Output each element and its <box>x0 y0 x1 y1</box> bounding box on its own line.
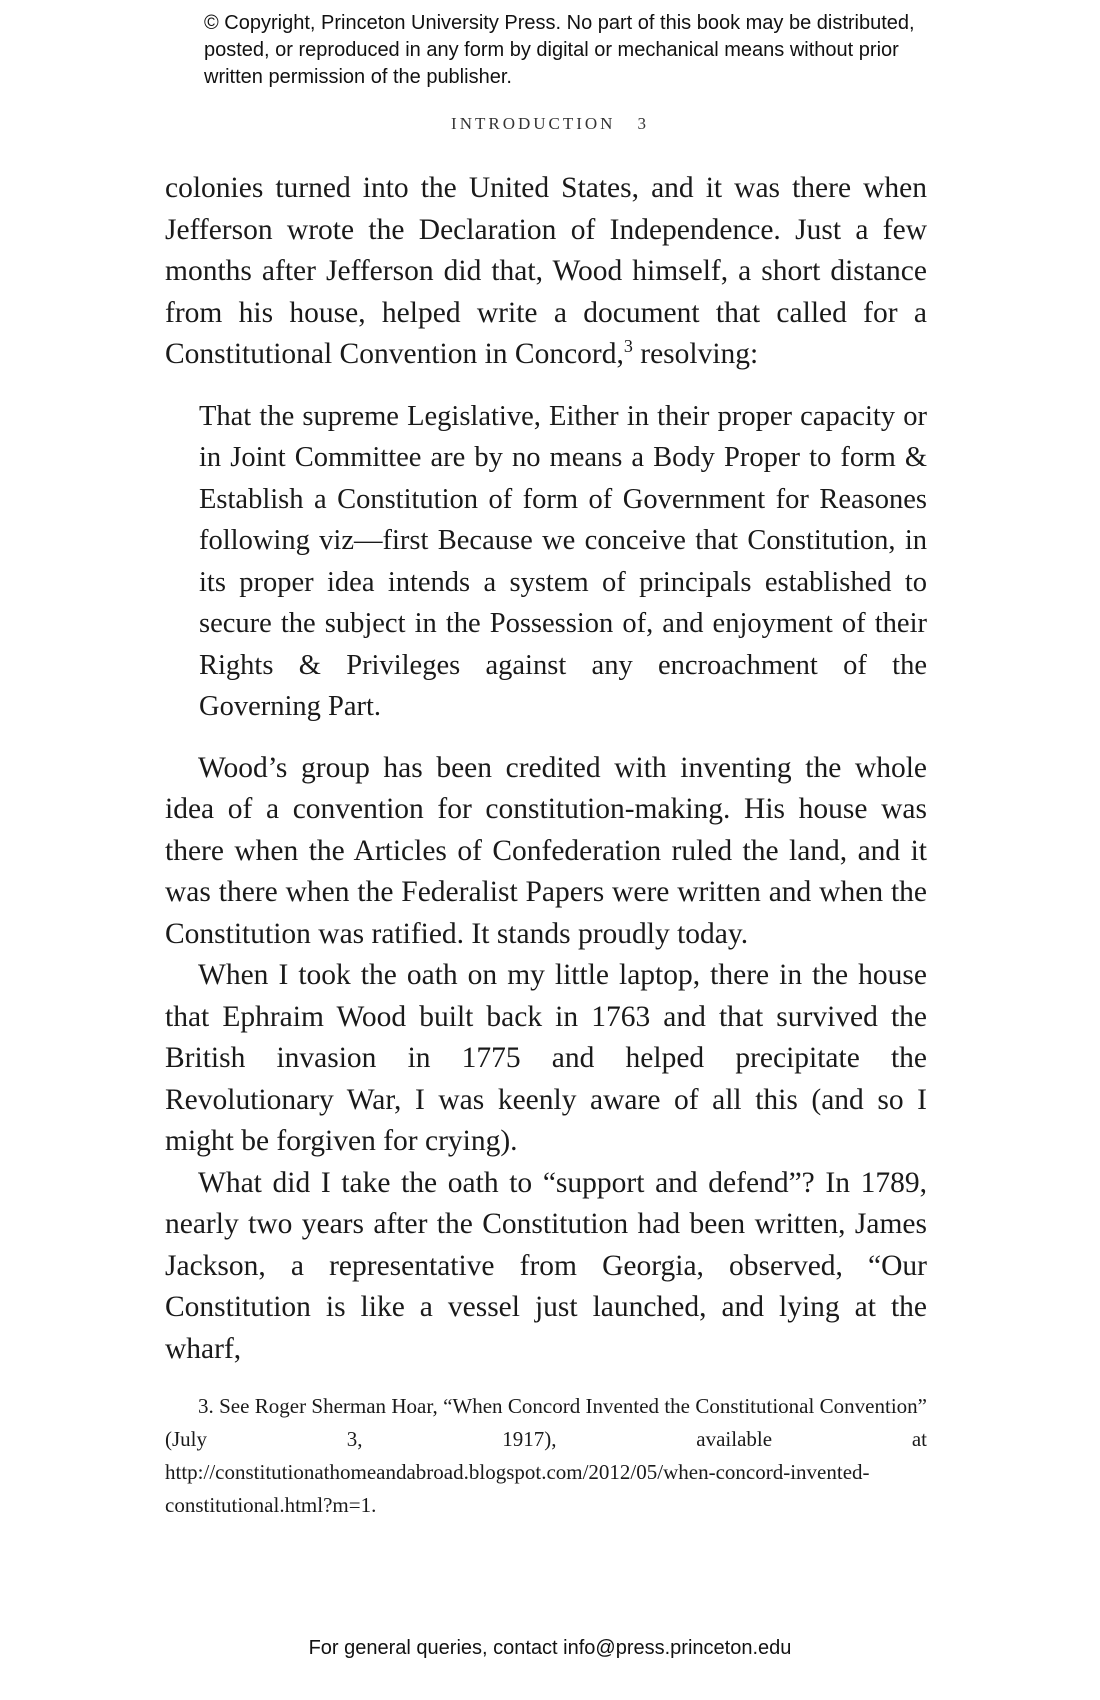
footnote: 3. See Roger Sherman Hoar, “When Concord Invented the Constitutional Convention” (July 3, 1917), available at http://constitutionathomeandabroad.blogspot.com/2012/05/when-concord-invented-constitutional.html?m=1. <box>165 1394 927 1517</box>
paragraph-1-text: colonies turned into the United States, and it was there when Jefferson wrote the Declaration of Independence. Just a few months after Jefferson did that, Wood himself, a short distance from his house, helped write a document that called for a Constitutional Convention in Concord, <box>165 172 927 370</box>
running-head <box>0 114 1100 134</box>
page-number: 3 <box>637 114 649 133</box>
copyright-notice: © Copyright, Princeton University Press. No part of this book may be distributed, posted, or reproduced in any form by digital or mechanical means without prior written permission of the publisher. <box>204 12 915 88</box>
main-text <box>165 168 927 1370</box>
running-head-title: INTRODUCTION <box>451 114 616 133</box>
footer-contact: For general queries, contact info@press.princeton.edu <box>308 1637 792 1659</box>
paragraph-3: When I took the oath on my little laptop, there in the house that Ephraim Wood built back in 1763 and that survived the British invasion in 1775 and helped precipitate the Revolutionary War, I was keenly aware of all this (and so I might be forgiven for crying). <box>165 959 927 1157</box>
footnote-reference[interactable]: 3 <box>623 336 633 357</box>
paragraph-1 <box>165 168 927 376</box>
block-quote: That the supreme Legislative, Either in their proper capacity or in Joint Committee are by no means a Body Proper to form & Establish a Constitution of form of Government for Reasones following viz—first Because we conceive that Constitution, in its proper idea intends a system of principals established to secure the subject in the Possession of, and enjoyment of their Rights & Privileges against any encroachment of the Governing Part. <box>199 400 927 722</box>
paragraph-1-text-end: resolving: <box>632 338 759 370</box>
paragraph-2: Wood’s group has been credited with inventing the whole idea of a convention for constitution-making. His house was there when the Articles of Confederation ruled the land, and it was there when the Federalist Papers were written and when the Constitution was ratified. It stands proudly today. <box>165 751 927 950</box>
paragraph-4: What did I take the oath to “support and defend”? In 1789, nearly two years after the Constitution had been written, James Jackson, a representative from Georgia, observed, “Our Constitution is like a vessel just launched, and lying at the wharf, <box>165 1166 927 1365</box>
